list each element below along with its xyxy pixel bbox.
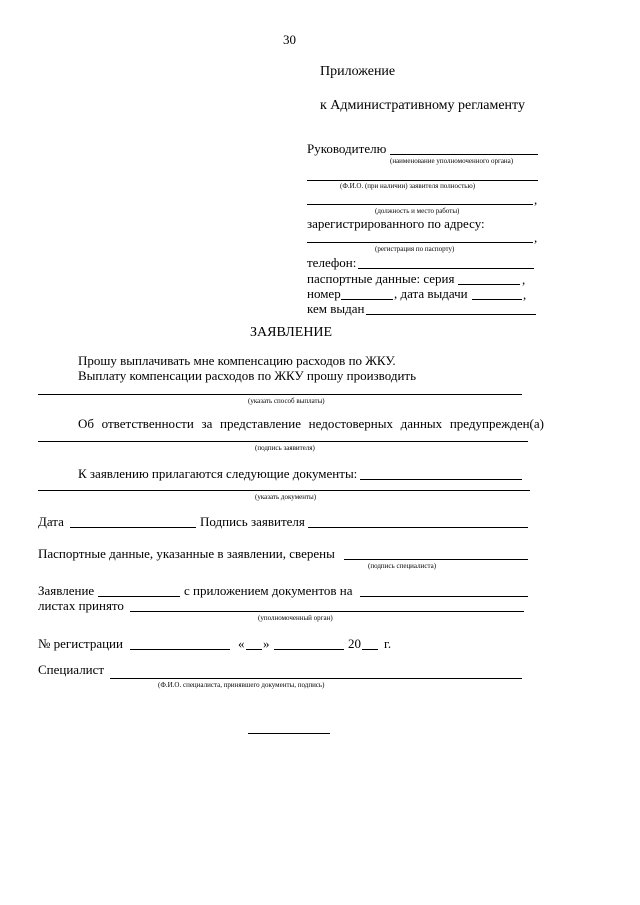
registered-label: зарегистрированного по адресу: <box>307 216 485 231</box>
documents-hint: (указать документы) <box>255 493 317 501</box>
address-comma: , <box>534 230 538 245</box>
issue-date-label: , дата выдачи <box>394 286 468 301</box>
request-line: Прошу выплачивать мне компенсацию расходов по ЖКУ. <box>78 353 396 368</box>
job-hint: (должность и место работы) <box>375 207 460 215</box>
passport-series-label: паспортные данные: серия <box>307 271 455 286</box>
quote-open: « <box>238 636 245 651</box>
specialist-signature-hint: (подпись специалиста) <box>368 562 437 570</box>
applicant-signature-field-line <box>308 527 528 528</box>
applicant-signature-hint: (подпись заявителя) <box>255 444 315 452</box>
passport-series-line <box>458 284 520 285</box>
number-label: номер <box>307 286 341 301</box>
year-suffix: г. <box>384 636 392 651</box>
passport-registration-hint: (регистрация по паспорту) <box>375 245 455 253</box>
registration-number-line <box>130 649 230 650</box>
address-line <box>307 242 533 243</box>
attached-documents-line: К заявлению прилагаются следующие документы: <box>78 466 358 481</box>
job-line <box>307 204 533 205</box>
number-line <box>341 299 393 300</box>
payment-method-hint: (указать способ выплаты) <box>248 397 325 405</box>
job-comma: , <box>534 192 538 207</box>
month-line <box>274 649 344 650</box>
year-prefix: 20 <box>348 636 361 651</box>
applicant-name-hint: (Ф.И.О. (при наличии) заявителя полностью) <box>340 182 476 190</box>
application-label: Заявление <box>38 583 95 598</box>
page-number: 30 <box>283 32 296 47</box>
authorized-organ-line <box>130 611 524 612</box>
responsibility-line: Об ответственности за представление недостоверных данных предупрежден(а) <box>78 416 544 431</box>
day-line <box>246 649 262 650</box>
year-line <box>362 649 378 650</box>
applicant-name-line <box>307 180 538 181</box>
attached-documents-field-line <box>360 479 522 480</box>
head-label: Руководителю <box>307 141 387 156</box>
head-line <box>390 154 538 155</box>
documents-list-line <box>38 490 530 491</box>
document-title: ЗАЯВЛЕНИЕ <box>250 325 333 340</box>
issue-date-line <box>472 299 522 300</box>
date-line <box>70 527 196 528</box>
specialist-line <box>110 678 522 679</box>
appendix-title: Приложение <box>320 64 396 79</box>
authorized-organ-hint: (уполномоченный орган) <box>258 614 333 622</box>
applicant-signature-label: Подпись заявителя <box>200 514 305 529</box>
appendix-subtitle: к Административному регламенту <box>320 98 525 113</box>
payment-method-line <box>38 394 522 395</box>
specialist-signature-line <box>344 559 528 560</box>
passport-checked-line: Паспортные данные, указанные в заявлении, сверены <box>38 546 335 561</box>
phone-label: телефон: <box>307 255 357 270</box>
organ-hint: (наименование уполномоченного органа) <box>390 157 514 165</box>
issue-date-comma: , <box>523 287 527 302</box>
phone-line <box>358 268 534 269</box>
specialist-label: Специалист <box>38 662 105 677</box>
specialist-hint: (Ф.И.О. специалиста, принявшего документы, подпись) <box>158 681 325 689</box>
closing-divider <box>248 733 330 734</box>
registration-label: № регистрации <box>38 636 123 651</box>
series-comma: , <box>522 272 526 287</box>
payment-line: Выплату компенсации расходов по ЖКУ прошу производить <box>78 368 417 383</box>
with-documents-label: с приложением документов на <box>184 583 353 598</box>
issued-by-line <box>366 314 536 315</box>
sheets-accepted-label: листах принято <box>38 598 124 613</box>
issued-by-label: кем выдан <box>307 301 365 316</box>
documents-count-line <box>360 596 528 597</box>
application-number-line <box>98 596 180 597</box>
date-label: Дата <box>38 514 64 529</box>
applicant-signature-line <box>38 441 528 442</box>
quote-close: » <box>263 636 270 651</box>
